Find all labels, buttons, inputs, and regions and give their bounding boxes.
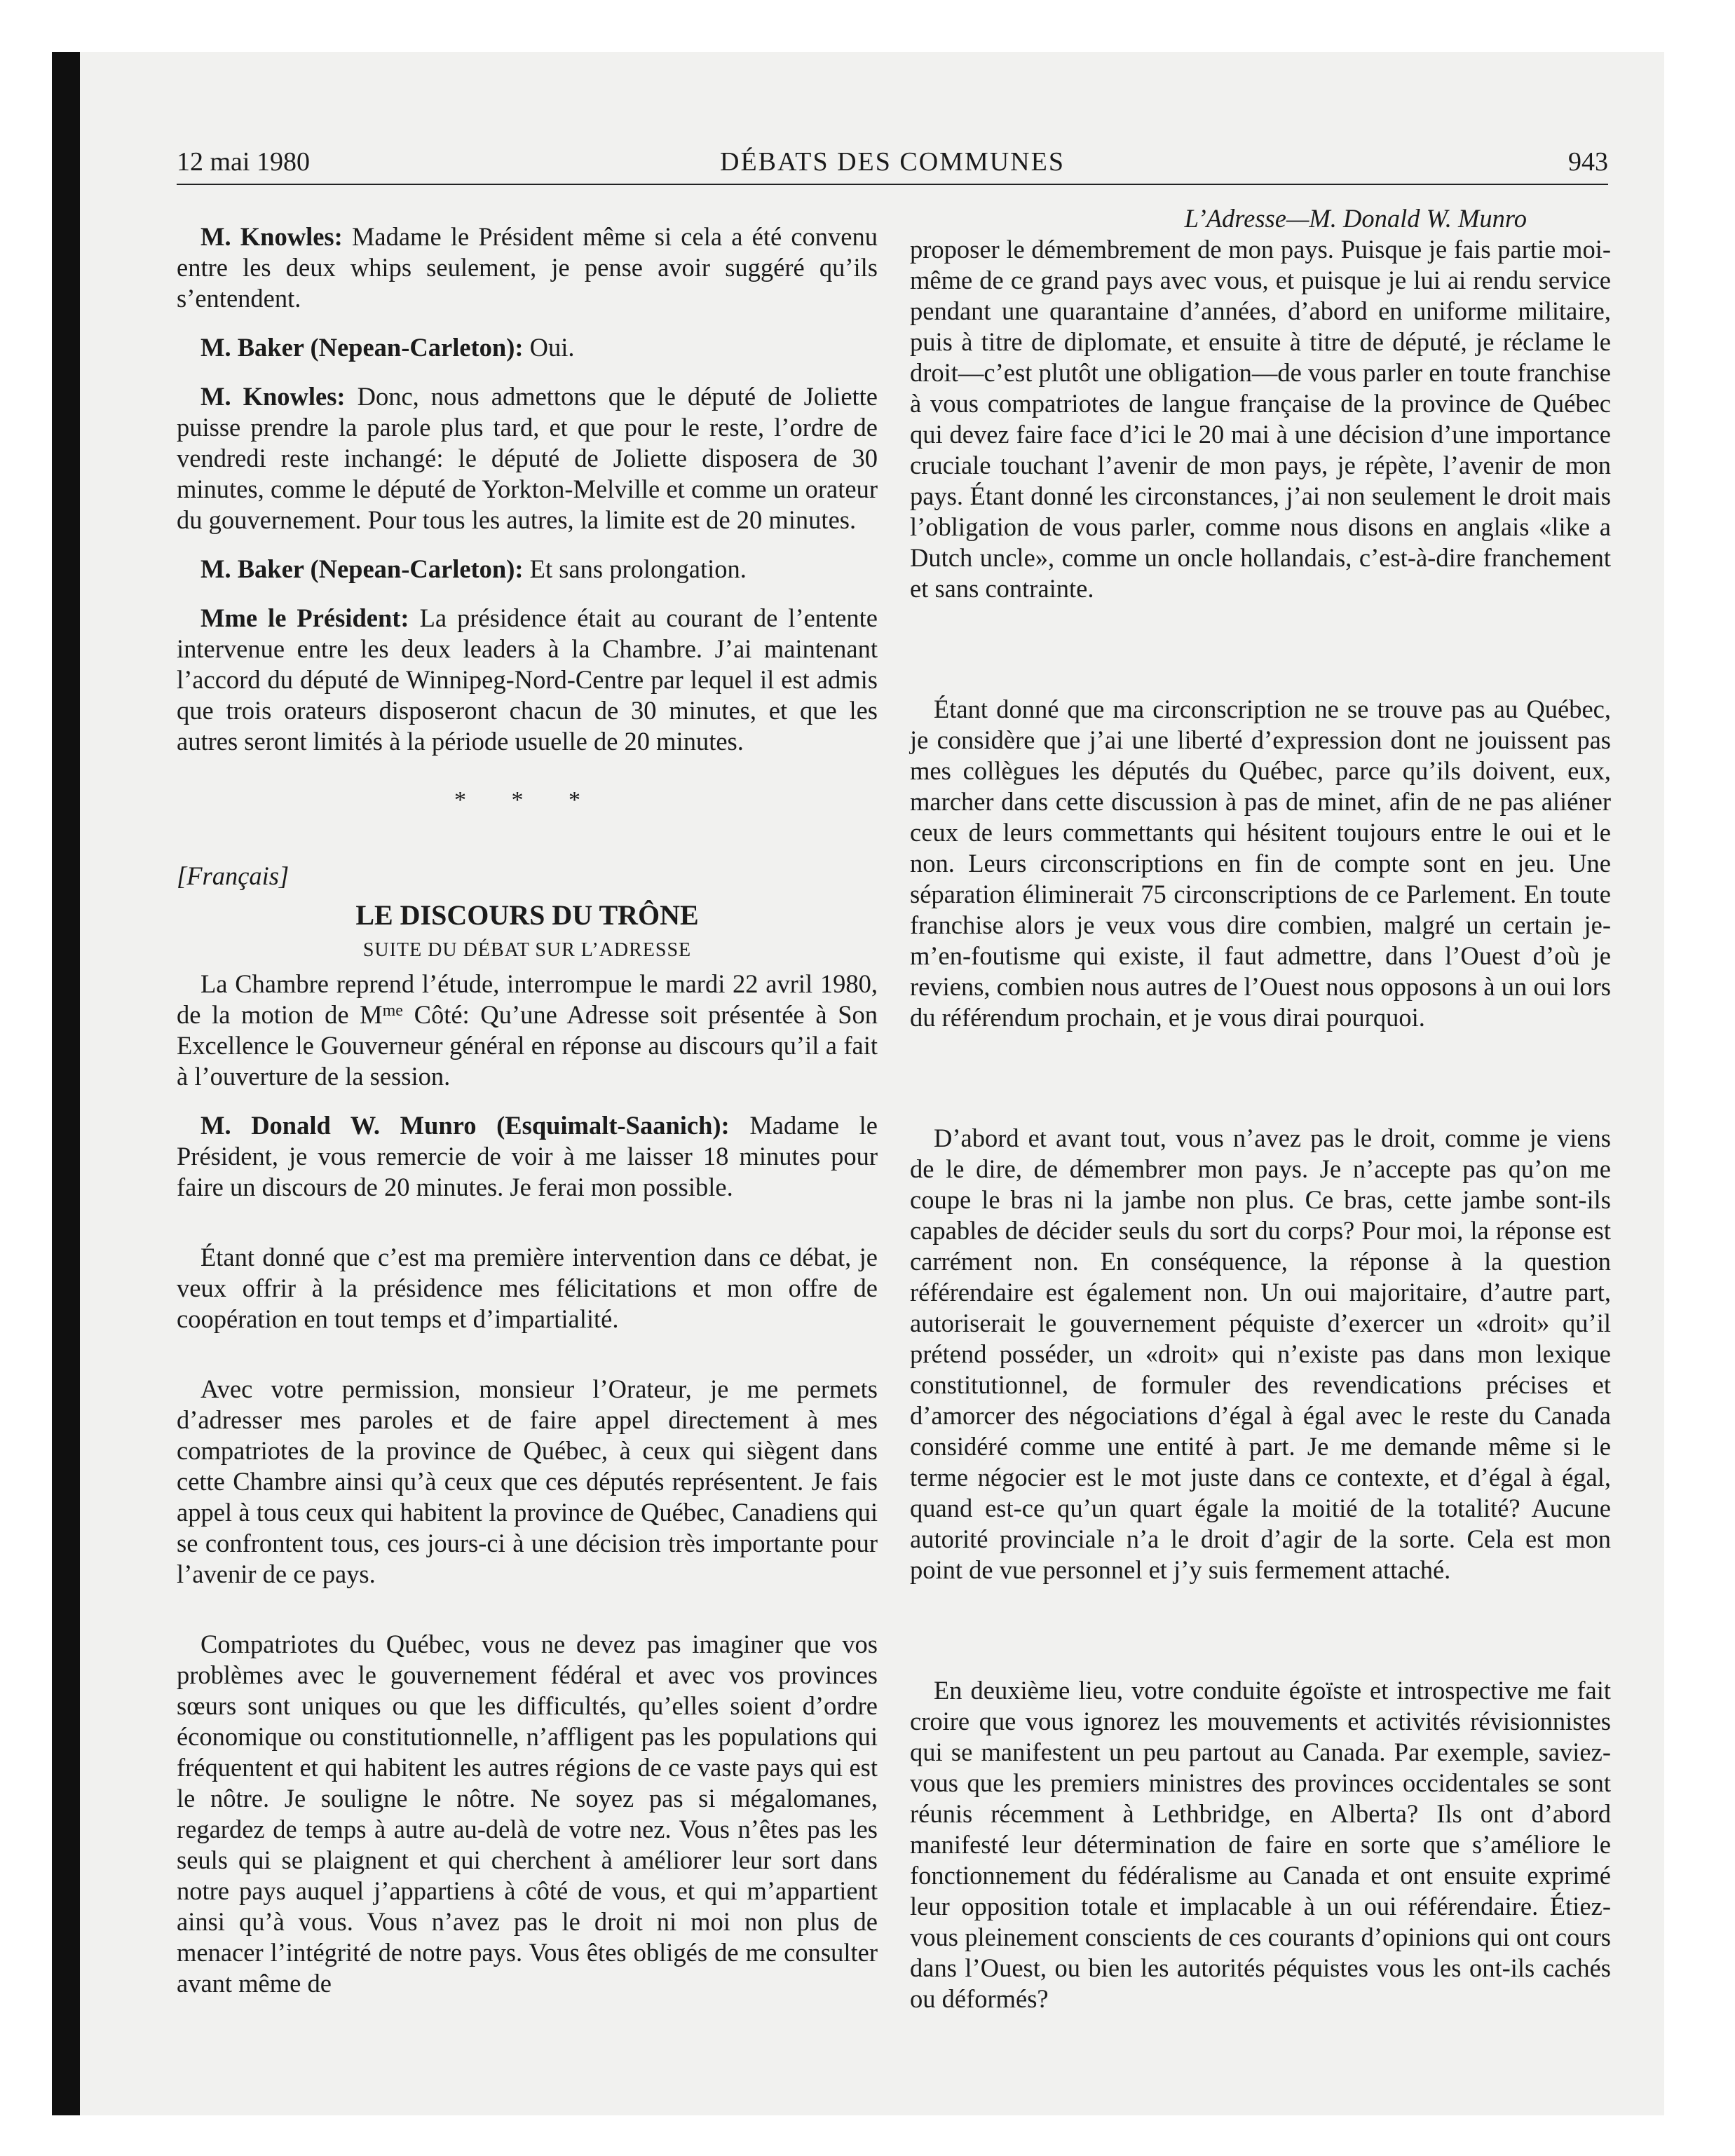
section-title: LE DISCOURS DU TRÔNE [355,899,699,931]
speaker-name: M. Knowles: [200,382,346,411]
section-subtitle: SUITE DU DÉBAT SUR L’ADRESSE [362,939,692,961]
paragraph: La Chambre reprend l’étude, interrompue le mardi 22 avril 1980, de la motion de $M^{me}$ Côté: Qu’une Adresse soit présentée à Son Excellence le Gouverneur général en réponse au discours qu’il a fait à l’ouverture de la session. [177,969,878,1091]
speaker-name: M. Baker (Nepean-Carleton): [200,554,524,583]
header-date: 12 mai 1980 [177,147,310,177]
binding-edge [52,52,80,2115]
paragraph: Compatriotes du Québec, vous ne devez pas imaginer que vos problèmes avec le gouvernement fédéral et avec vos provinces sœurs sont uniques ou que les difficultés, qu’elles soient d’ordre économique ou constitutionnelle, n’affligent pas les populations qui fréquentent et qui habitent les autres régions de ce vaste pays qui est le nôtre. Je souligne le nôtre. Ne soyez pas si mégalomanes, regardez de temps à autre au-delà de votre nez. Vous n’êtes pas les seuls qui se plaignent et qui cherchent à améliorer leur sort dans notre pays auquel j’appartiens à côté de vous, et qui m’appartient ainsi qu’à vous. Vous n’avez pas le droit ni moi non plus de menacer l’intégrité de notre pays. Vous êtes obligés de me consulter avant même de [177,1630,878,1998]
header-title: DÉBATS DES COMMUNES [720,147,1065,177]
page-header [177,144,1608,185]
speaker-name: M. Knowles: [200,222,343,251]
paragraph: M. Knowles: Donc, nous admettons que le député de Joliette puisse prendre la parole plus tard, et que pour le reste, l’ordre de vendredi reste inchangé: le député de Joliette disposera de 30 minutes, comme le député de Yorkton-Melville et comme un orateur du gouvernement. Pour tous les autres, la limite est de 20 minutes. [177,382,878,534]
paragraph: proposer le démembrement de mon pays. Puisque je fais partie moi-même de ce grand pays avec vous, et puisque je lui ai rendu service pendant une quarantaine d’années, d’abord en uniforme militaire, puis à titre de diplomate, et ensuite à titre de député, je réclame le droit—c’est plutôt une obligation—de vous parler en toute franchise à vous compatriotes de langue française de la province de Québec qui devez faire face d’ici le 20 mai à une décision d’une importance cruciale touchant l’avenir de mon pays, je répète, l’avenir de mon pays. Étant donné les circonstances, j’ai non seulement le droit mais l’obligation de vous parler, comme nous disons en anglais «like a Dutch uncle», comme un oncle hollandais, c’est-à-dire franchement et sans contrainte. [910,235,1611,603]
paragraph: Étant donné que c’est ma première intervention dans ce débat, je veux offrir à la présidence mes félicitations et mon offre de coopération en tout temps et d’impartialité. [177,1243,878,1333]
section-separator: * * * [454,787,600,813]
paragraph: Avec votre permission, monsieur l’Orateur, je me permets d’adresser mes paroles et de faire appel directement à mes compatriotes de la province de Québec, à ceux qui siègent dans cette Chambre ainsi qu’à ceux que ces députés représentent. Je fais appel à tous ceux qui habitent la province de Québec, Canadiens qui se confrontent tous, ces jours-ci à une décision très importante pour l’avenir de ce pays. [177,1374,878,1588]
paragraph: Mme le Président: La présidence était au courant de l’entente intervenue entre les deux leaders à la Chambre. J’ai maintenant l’accord du député de Winnipeg-Nord-Centre par lequel il est admis que trois orateurs disposeront chacun de 30 minutes, et que les autres seront limités à la période usuelle de 20 minutes. [177,603,878,756]
speaker-name: M. Donald W. Munro (Esquimalt-Saanich): [200,1111,730,1140]
speaker-name: Mme le Président: [200,603,409,632]
right-column [910,203,1611,2014]
page-number: 943 [1568,147,1608,177]
running-head: L’Adresse—M. Donald W. Munro [1184,204,1527,233]
paragraph: D’abord et avant tout, vous n’avez pas le droit, comme je viens de le dire, de démembrer mon pays. Je n’accepte pas qu’on me coupe le bras ni la jambe non plus. Ce bras, cette jambe sont-ils capables de décider seuls du sort du corps? Pour moi, la réponse est carrément non. En conséquence, la réponse à la question référendaire est également non. Un oui majoritaire, d’autre part, autoriserait le gouvernement péquiste d’exercer un «droit» qu’il prétend posséder, un «droit» qui n’existe pas dans mon lexique constitutionnel, de formuler des revendications précises et d’amorcer des négociations d’égal à égal avec le reste du Canada considéré comme une entité à part. Je me demande même si le terme négocier est le mot juste dans ce contexte, et d’égal à égal, quand est-ce qu’un quart égale la moitié de la totalité? Aucune autorité provinciale n’a le droit d’agir de la sorte. Cela est mon point de vue personnel et j’y suis fermement attaché. [910,1124,1611,1584]
paragraph: En deuxième lieu, votre conduite égoïste et introspective me fait croire que vous ignorez les mouvements et activités révisionnistes qui se manifestent un peu partout au Canada. Par exemple, saviez-vous que les premiers ministres des provinces occidentales se sont réunis récemment à Lethbridge, en Alberta? Ils ont d’abord manifesté leur détermination de faire en sorte que s’améliore le fonctionnement du fédéralisme au Canada et ont ensuite exprimé leur opposition totale et implacable à un oui référendaire. Étiez-vous pleinement conscients de ces courants d’opinions qui ont cours dans l’Ouest, ou bien les autorités péquistes vous les ont-ils cachés ou déformés? [910,1676,1611,2013]
left-column [177,203,878,1999]
speaker-name: M. Baker (Nepean-Carleton): [200,333,524,362]
paragraph: M. Baker (Nepean-Carleton): Oui. [200,333,575,362]
paragraph: M. Knowles: Madame le Président même si cela a été convenu entre les deux whips seulement, je pense avoir suggéré qu’ils s’entendent. [177,222,878,313]
paragraph: M. Donald W. Munro (Esquimalt-Saanich): Madame le Président, je vous remercie de voir à me laisser 18 minutes pour faire un discours de 20 minutes. Je ferai mon possible. [177,1111,878,1201]
language-tag: [Français] [177,861,290,890]
paragraph: M. Baker (Nepean-Carleton): Et sans prolongation. [200,554,747,583]
paragraph: Étant donné que ma circonscription ne se trouve pas au Québec, je considère que j’ai une liberté d’expression dont ne jouissent pas mes collègues les députés du Québec, parce qu’ils doivent, eux, marcher dans cette discussion à pas de minet, afin de ne pas aliéner ceux de leurs commettants qui hésitent toujours entre le oui et le non. Leurs circonscriptions en fin de compte sont en jeu. Une séparation éliminerait 75 circonscriptions de ce Parlement. En toute franchise alors je veux vous dire combien, malgré un certain je-m’en-foutisme qui existe, il faut admettre, dans l’Ouest d’où je reviens, combien nous autres de l’Ouest nous opposons à un oui lors du référendum prochain, et je vous dirai pourquoi. [910,695,1611,1032]
